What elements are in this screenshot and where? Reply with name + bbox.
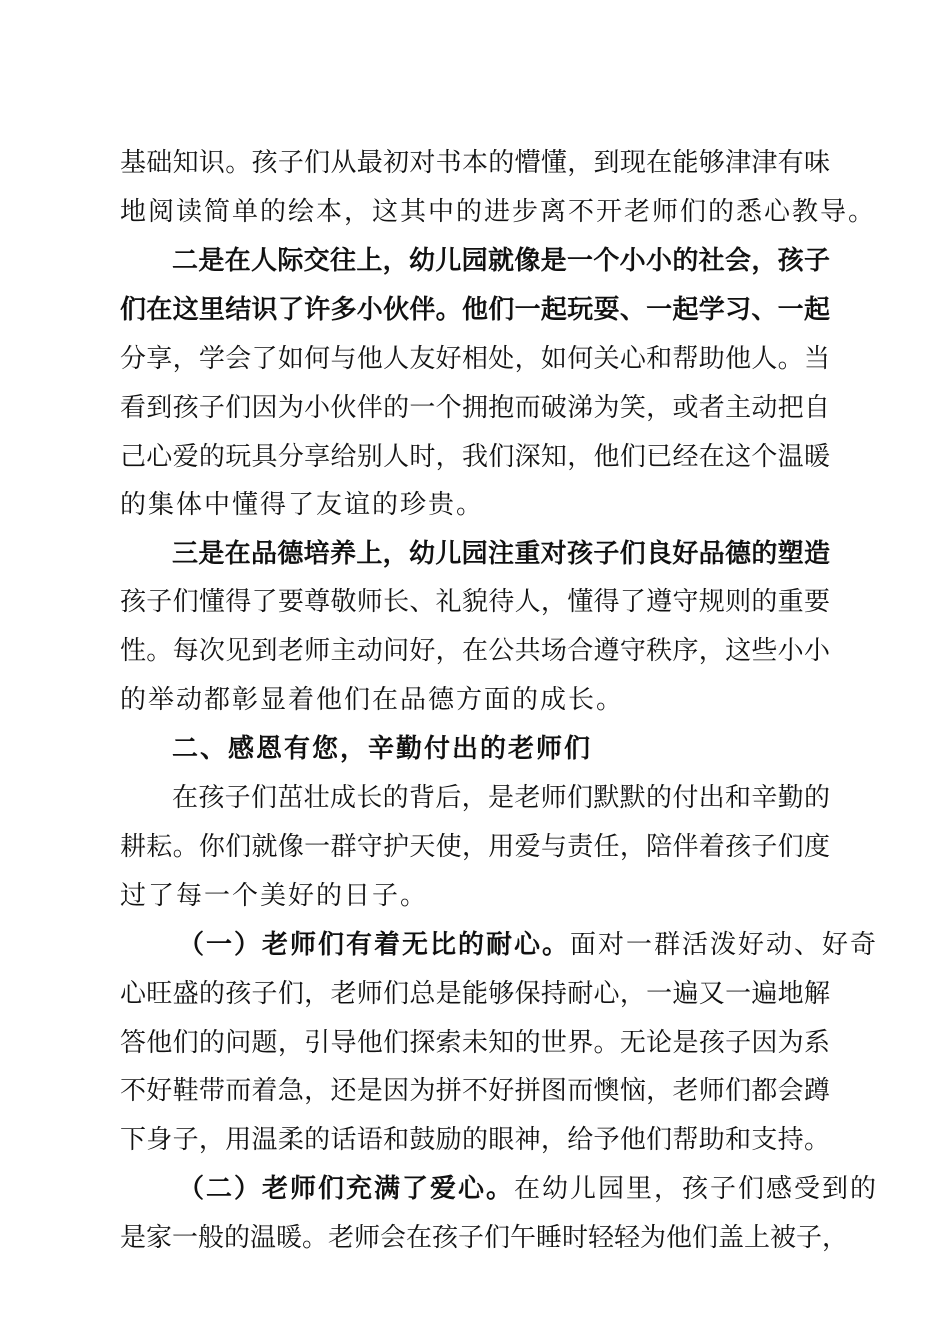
text-line: 孩子们懂得了要尊敬师长、礼貌待人，懂得了遵守规则的重要: [120, 587, 830, 617]
text-line: 的集体中懂得了友谊的珍贵。: [120, 490, 485, 520]
text-line: 答他们的问题，引导他们探索未知的世界。无论是孩子因为系: [120, 1028, 830, 1058]
text-line: 在孩子们茁壮成长的背后，是老师们默默的付出和辛勤的: [172, 783, 830, 813]
text-line: 三是在品德培养上，幼儿园注重对孩子们良好品德的塑造: [172, 539, 830, 569]
text-span: 在幼儿园里，孩子们感受到的: [514, 1174, 879, 1204]
subsection-heading: （二）老师们充满了爱心。: [178, 1174, 515, 1204]
subsection-heading: （一）老师们有着无比的耐心。: [178, 930, 571, 960]
text-line: 看到孩子们因为小伙伴的一个拥抱而破涕为笑，或者主动把自: [120, 393, 830, 423]
text-line: 基础知识。孩子们从最初对书本的懵懂，到现在能够津津有味: [120, 148, 830, 178]
text-line: 的举动都彰显着他们在品德方面的成长。: [120, 685, 625, 715]
text-line: 心旺盛的孩子们，老师们总是能够保持耐心，一遍又一遍地解: [120, 979, 830, 1009]
text-line: 分享，学会了如何与他人友好相处，如何关心和帮助他人。当: [120, 344, 830, 374]
text-line: 己心爱的玩具分享给别人时，我们深知，他们已经在这个温暖: [120, 442, 830, 472]
text-line: [178, 925, 879, 965]
text-line: 耕耘。你们就像一群守护天使，用爱与责任，陪伴着孩子们度: [120, 832, 830, 862]
text-line: [178, 1169, 879, 1209]
text-line: 下身子，用温柔的话语和鼓励的眼神，给予他们帮助和支持。: [120, 1125, 830, 1155]
text-line: 过了每一个美好的日子。: [120, 881, 429, 911]
section-heading: 二、感恩有您，辛勤付出的老师们: [172, 734, 593, 764]
text-span: 面对一群活泼好动、好奇: [570, 930, 879, 960]
text-line: 二是在人际交往上，幼儿园就像是一个小小的社会，孩子: [172, 246, 830, 276]
text-line: 们在这里结识了许多小伙伴。他们一起玩耍、一起学习、一起: [120, 295, 830, 325]
text-line: 是家一般的温暖。老师会在孩子们午睡时轻轻为他们盖上被子，: [120, 1223, 849, 1253]
text-line: 不好鞋带而着急，还是因为拼不好拼图而懊恼，老师们都会蹲: [120, 1076, 830, 1106]
text-line: 地阅读简单的绘本，这其中的进步离不开老师们的悉心教导。: [120, 197, 877, 227]
text-line: 性。每次见到老师主动问好，在公共场合遵守秩序，这些小小: [120, 636, 830, 666]
